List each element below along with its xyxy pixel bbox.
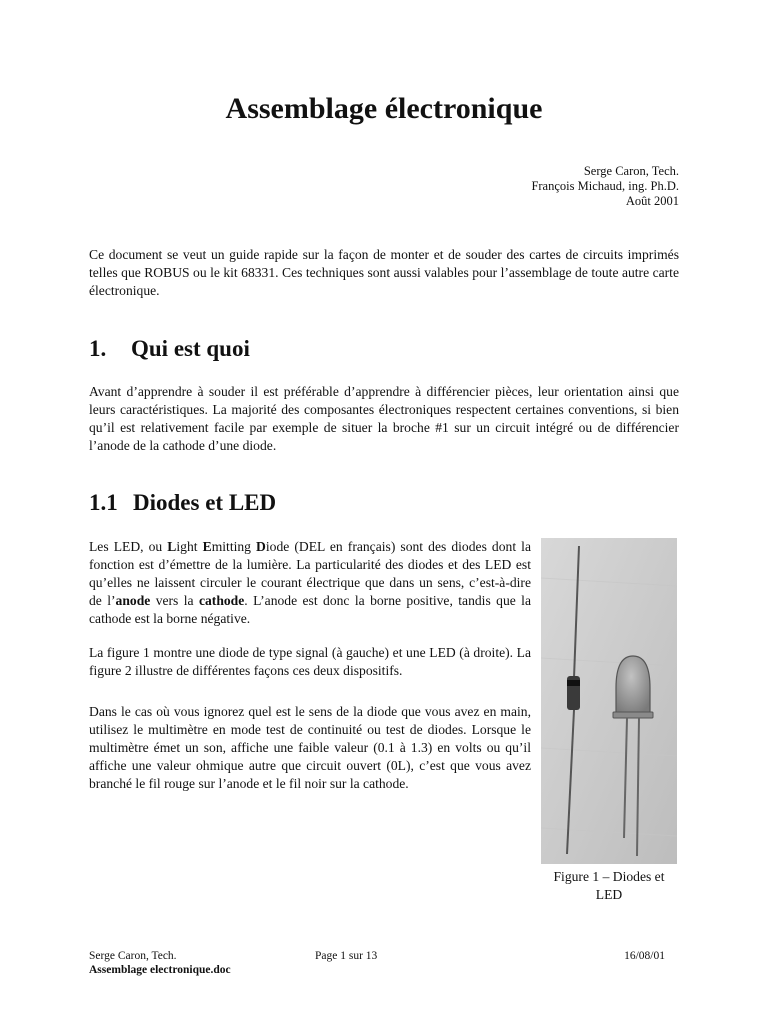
- section-number: 1.: [89, 336, 107, 361]
- subsection-number: 1.1: [89, 490, 118, 515]
- anode-term: anode: [115, 593, 151, 608]
- document-date: Août 2001: [625, 194, 679, 208]
- intro-paragraph: Ce document se veut un guide rapide sur la façon de monter et de souder des cartes de circuits imprimés telles que ROBUS ou le kit 68331. Ces techniques sont aussi valables pour l’assemblage de toute autre carte électronique.: [89, 247, 679, 298]
- diode-led-photo: [541, 538, 677, 864]
- footer-left: [89, 949, 231, 977]
- multimeter-paragraph: Dans le cas où vous ignorez quel est le sens de la diode que vous avez en main, utilisez le multimètre en mode test de continuité ou test de diodes. Lorsque le multimètre émet un son, affiche une faible valeur (0.1 à 1.3) en volts ou qu’il affiche une valeur ohmique autre que circuit ouvert (0L), c’est que vous avez branché le fil rouge sur l’anode et le fil noir sur la cathode.: [89, 704, 531, 791]
- section-title: Qui est quoi: [131, 336, 250, 361]
- section-heading: [89, 336, 250, 362]
- footer-page-number: Page 1 sur 13: [315, 950, 378, 962]
- author-line: François Michaud, ing. Ph.D.: [531, 179, 679, 193]
- section-paragraph: Avant d’apprendre à souder il est préférable d’apprendre à différencier pièces, leur orientation ainsi que leurs caractéristiques. La majorité des composantes électroniques respectent certaines conventions, si bien qu’il est relativement facile par exemple de situer la broche #1 sur un circuit intégré ou de différencier l’anode de la cathode d’une diode.: [89, 384, 679, 453]
- figure-reference-paragraph: La figure 1 montre une diode de type signal (à gauche) et une LED (à droite). La figure 2 illustre de différentes façons ces deux dispositifs.: [89, 645, 531, 678]
- subsection-heading: [89, 490, 276, 516]
- led-body: [616, 656, 650, 714]
- document-title: Assemblage électronique: [225, 92, 543, 125]
- cathode-term: cathode: [198, 593, 245, 608]
- footer-date: 16/08/01: [624, 950, 665, 962]
- footer-author: Serge Caron, Tech.: [89, 950, 177, 962]
- diode-led-photo-svg: [541, 538, 677, 864]
- subsection-title: Diodes et LED: [133, 490, 277, 515]
- author-line: Serge Caron, Tech.: [583, 164, 679, 178]
- figure-caption: Figure 1 – Diodes et LED: [553, 869, 665, 902]
- led-paragraph: Les LED, ou Light Emitting Diode (DEL en français) sont des diodes dont la fonction est d’émettre de la lumière. La particularité des diodes et des LED est qu’elles ne laissent circuler le courant électrique que dans un sens, c’est-à-dire de l’anode vers la cathode. L’anode est donc la borne positive, tandis que la cathode est la borne négative.: [89, 539, 531, 626]
- footer-filename: Assemblage electronique.doc: [89, 964, 231, 976]
- author-block: [531, 164, 679, 209]
